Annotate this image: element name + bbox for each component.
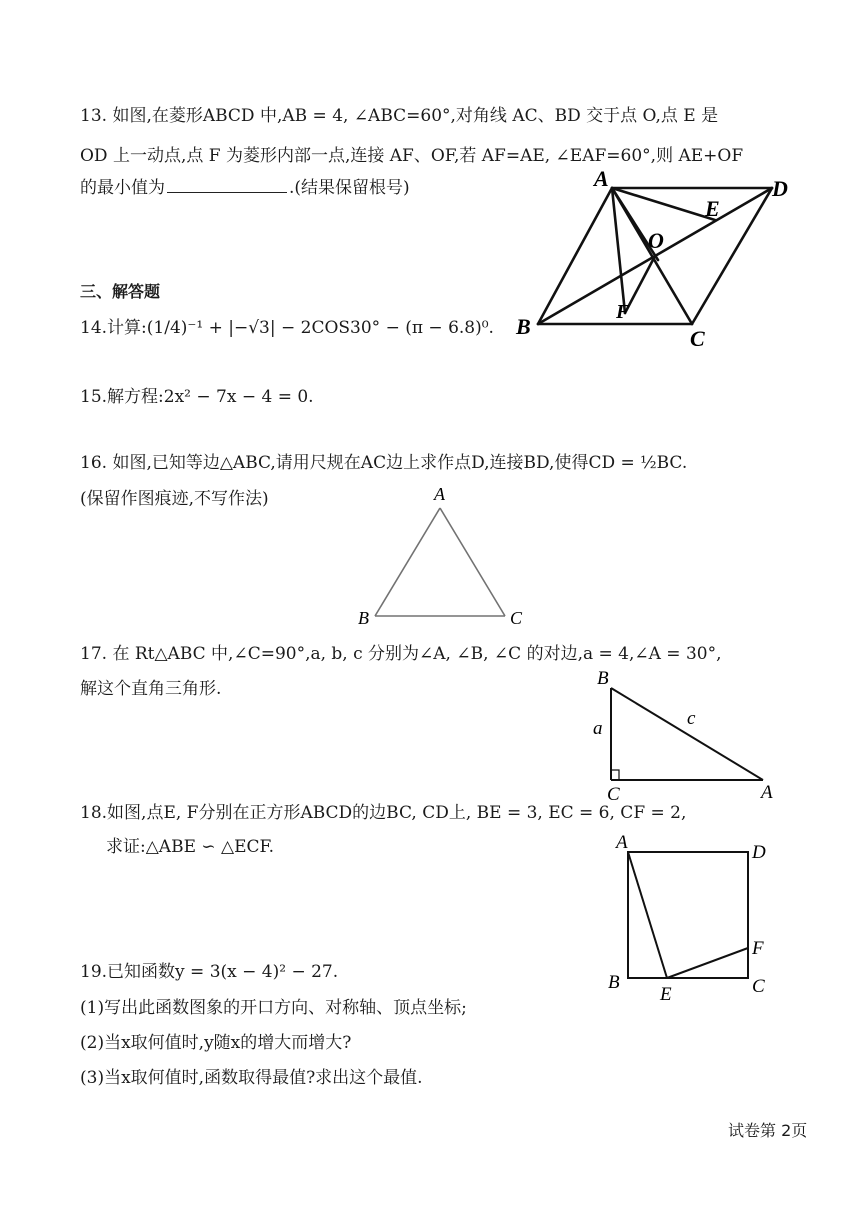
label-a: A: [616, 832, 628, 853]
q18-square-figure: [600, 830, 790, 1006]
q15: 15.解方程:2x² − 7x − 4 = 0.: [80, 387, 314, 407]
q14: 14.计算:(1/4)⁻¹ + |−√3| − 2COS30° − (π − 6.8)⁰.: [80, 318, 494, 338]
label-side-a: a: [593, 718, 603, 739]
label-a: A: [434, 484, 445, 504]
q18-line2: 求证:△ABE ∽ △ECF.: [106, 837, 275, 857]
label-f: F: [616, 301, 630, 323]
q18-line1: 18.如图,点E, F分别在正方形ABCD的边BC, CD上, BE = 3, EC = 6, CF = 2,: [80, 803, 687, 823]
label-o: O: [648, 228, 664, 253]
label-side-c: c: [687, 708, 696, 729]
label-c: C: [607, 784, 620, 805]
q16-triangle-figure: [350, 478, 540, 628]
triangle-side-ab: [375, 508, 440, 616]
label-b: B: [597, 668, 609, 689]
label-c: C: [752, 976, 765, 997]
answer-blank: [167, 176, 287, 193]
label-e: E: [660, 984, 672, 1005]
label-d: D: [772, 176, 788, 201]
label-d: D: [752, 842, 766, 863]
q13-line3: [80, 176, 410, 200]
right-angle-mark: [611, 770, 619, 780]
q17-line1: 17. 在 Rt△ABC 中,∠C=90°,a, b, c 分别为∠A, ∠B, ∠C 的对边,a = 4,∠A = 30°,: [80, 644, 722, 664]
label-c: C: [510, 608, 523, 628]
section-heading: 三、解答题: [80, 282, 161, 301]
label-a: A: [761, 782, 773, 803]
q17-line2: 解这个直角三角形.: [80, 679, 222, 699]
page-footer: 试卷第 2页: [728, 1121, 808, 1140]
segment-ef: [667, 948, 748, 978]
q16-line2: (保留作图痕迹,不写作法): [80, 489, 269, 509]
square-abcd: [628, 852, 748, 978]
segment-ae: [628, 852, 667, 978]
label-f: F: [752, 938, 764, 959]
q13-line2: OD 上一动点,点 F 为菱形内部一点,连接 AF、OF,若 AF=AE, ∠EAF=60°,则 AE+OF: [80, 146, 744, 166]
label-a: A: [594, 168, 609, 191]
q13-line1: 13. 如图,在菱形ABCD 中,AB = 4, ∠ABC=60°,对角线 AC、BD 交于点 O,点 E 是: [80, 106, 719, 126]
rhombus-side-dc: [692, 188, 772, 324]
q13-line3-end: .(结果保留根号): [289, 178, 410, 198]
q17-right-triangle-figure: [585, 660, 785, 805]
q16-line1: 16. 如图,已知等边△ABC,请用尺规在AC边上求作点D,连接BD,使得CD = ½BC.: [80, 453, 688, 473]
q19-line2: (2)当x取何值时,y随x的增大而增大?: [80, 1033, 352, 1053]
q13-rhombus-figure: [510, 168, 820, 350]
triangle-side-ac: [440, 508, 505, 616]
label-b: B: [358, 608, 369, 628]
q13-line3-start: 的最小值为: [80, 178, 165, 198]
label-b: B: [608, 972, 620, 993]
label-c: C: [690, 326, 705, 350]
label-e: E: [705, 196, 720, 221]
q19-line1: (1)写出此函数图象的开口方向、对称轴、顶点坐标;: [80, 998, 467, 1018]
triangle-side-ab: [611, 688, 763, 780]
q19-line0: 19.已知函数y = 3(x − 4)² − 27.: [80, 962, 339, 982]
label-b: B: [516, 314, 531, 339]
q19-line3: (3)当x取何值时,函数取得最值?求出这个最值.: [80, 1068, 423, 1088]
